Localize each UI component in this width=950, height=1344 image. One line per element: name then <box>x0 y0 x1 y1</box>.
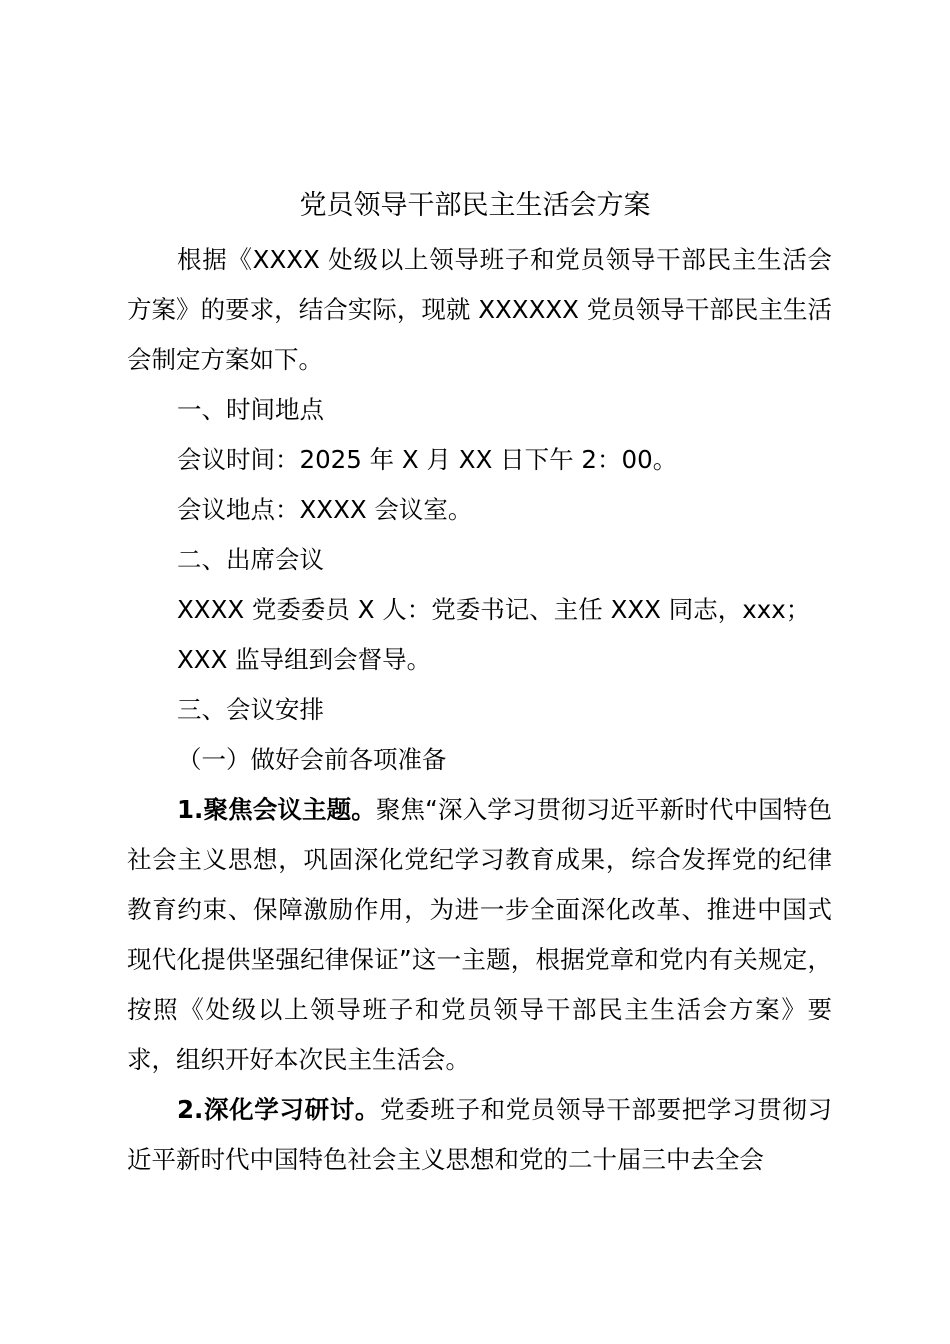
item-2-body: 党委班子和党员领导干部要把学习贯彻习近平新时代中国特色社会主义思想和党的二十届三中去全会 <box>127 1095 833 1174</box>
item-1-lead: 1.聚焦会议主题。 <box>177 795 376 824</box>
document-title: 党员领导干部民主生活会方案 <box>299 190 651 221</box>
intro-paragraph: 根据《XXXX 处级以上领导班子和党员领导干部民主生活会方案》的要求，结合实际，现就 XXXXXX 党员领导干部民主生活会制定方案如下。 <box>127 245 832 374</box>
supervision-line: XXX 监导组到会督导。 <box>177 645 432 674</box>
item-1-paragraph <box>127 785 832 1085</box>
item-2-lead: 2.深化学习研讨。 <box>177 1095 381 1124</box>
meeting-place: 会议地点：XXXX 会议室。 <box>177 495 473 524</box>
item-2-paragraph <box>127 1085 832 1185</box>
document-body <box>127 235 832 1185</box>
item-1-body: 聚焦“深入学习贯彻习近平新时代中国特色社会主义思想，巩固深化党纪学习教育成果，综合发挥党的纪律教育约束、保障激励作用，为进一步全面深化改革、推进中国式现代化提供坚强纪律保证”这一主题，根据党章和党内有关规定，按照《处级以上领导班子和党员领导干部民主生活会方案》要求，组织开好本次民主生活会。 <box>127 795 832 1074</box>
section-heading-attendance: 二、出席会议 <box>177 545 324 574</box>
section-heading-time-place: 一、时间地点 <box>177 395 324 424</box>
attendees-line: XXXX 党委委员 X 人：党委书记、主任 XXX 同志，xxx； <box>177 595 811 624</box>
subsection-heading-preparation: （一）做好会前各项准备 <box>177 745 447 774</box>
section-heading-arrangement: 三、会议安排 <box>177 695 324 724</box>
meeting-time: 会议时间：2025 年 X 月 XX 日下午 2：00。 <box>177 445 678 474</box>
